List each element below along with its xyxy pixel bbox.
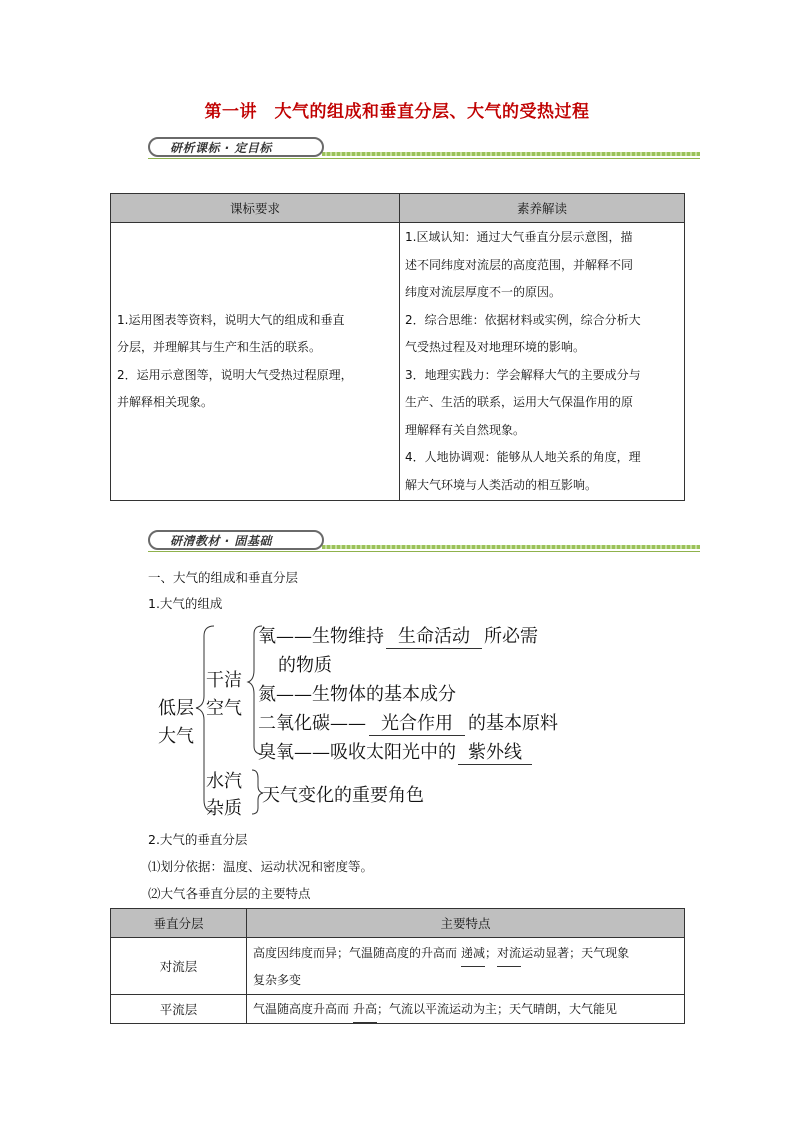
feature-text: ； — [485, 945, 498, 960]
co2-text: 二氧化碳—— — [258, 713, 366, 734]
table-cell-line: 并解释相关现象。 — [117, 395, 214, 409]
ozone-line — [258, 738, 532, 765]
table-cell-line: 2．综合思维：依据材料或实例，综合分析大 — [405, 312, 641, 327]
layer-features-cell — [247, 995, 685, 1024]
oxygen-suffix: 所必需 — [484, 626, 538, 647]
oxygen-blank: 生命活动 — [386, 622, 482, 649]
curriculum-table — [110, 193, 685, 501]
ozone-blank: 紫外线 — [458, 738, 532, 765]
water-desc: 天气变化的重要角色 — [262, 785, 424, 806]
section-divider-thin — [148, 551, 700, 552]
co2-suffix: 的基本原料 — [468, 713, 558, 734]
item-features: ⑵大气各垂直分层的主要特点 — [148, 886, 311, 901]
table-cell-line — [253, 996, 678, 1023]
feature-blank: 递减 — [461, 940, 485, 967]
table-cell-line: 纬度对流层厚度不一的原因。 — [405, 285, 562, 299]
section-divider-thin — [148, 158, 700, 159]
co2-line — [258, 709, 558, 736]
table-cell-requirements — [111, 223, 400, 501]
table-cell-line: 4．人地协调观：能够从人地关系的角度，理 — [405, 450, 641, 464]
ozone-text: 臭氧——吸收太阳光中的 — [258, 742, 456, 763]
feature-text: ；气流以平流运动为主；天气晴朗，大气能见 — [377, 1001, 618, 1016]
table-cell-line: 复杂多变 — [253, 972, 302, 987]
table-header-row — [111, 194, 685, 223]
table-cell-line: 分层，并理解其与生产和生活的联系。 — [117, 340, 322, 354]
heading-composition-layering: 一、大气的组成和垂直分层 — [148, 570, 299, 585]
section-tag-label: 研析课标 · 定目标 — [170, 140, 272, 155]
layer-name-cell: 平流层 — [111, 995, 247, 1024]
table-cell-line: 理解释有关自然现象。 — [405, 422, 526, 437]
section-tag-curriculum — [148, 137, 324, 157]
heading-vertical-layers: 2.大气的垂直分层 — [148, 832, 248, 847]
layer-name-cell: 对流层 — [111, 938, 247, 995]
table-row — [111, 938, 685, 995]
table-header-row — [111, 909, 685, 938]
dry-air-label-line2: 空气 — [206, 698, 242, 719]
nitrogen-line: 氮——生物体的基本成分 — [258, 684, 456, 705]
table-header-cell: 垂直分层 — [111, 909, 247, 938]
layers-table — [110, 908, 685, 1024]
table-cell-line: 生产、生活的联系，运用大气保温作用的原 — [405, 395, 634, 409]
table-header-cell: 主要特点 — [247, 909, 685, 938]
table-cell-line: 解大气环境与人类活动的相互影响。 — [405, 477, 598, 492]
oxygen-line — [258, 622, 538, 649]
table-cell-line: 1.运用图表等资料，说明大气的组成和垂直 — [117, 312, 345, 327]
section-divider — [322, 152, 700, 156]
feature-text: 气温随高度升高而 — [253, 1001, 350, 1016]
co2-blank: 光合作用 — [369, 709, 465, 736]
table-row — [111, 223, 685, 501]
water-label-line2: 杂质 — [206, 798, 242, 819]
page-title: 第一讲 大气的组成和垂直分层、大气的受热过程 — [204, 102, 590, 122]
heading-composition: 1.大气的组成 — [148, 596, 223, 611]
root-label-line1: 低层 — [158, 698, 194, 719]
table-cell-line: 气受热过程及对地理环境的影响。 — [405, 340, 586, 354]
layer-features-cell — [247, 938, 685, 995]
table-header-cell: 素养解读 — [400, 194, 685, 223]
section-tag-textbook — [148, 530, 324, 550]
oxygen-cont-line: 的物质 — [278, 655, 332, 676]
feature-text: 运动显著；天气现象 — [521, 945, 630, 960]
table-cell-line — [253, 940, 678, 967]
table-cell-line: 述不同纬度对流层的高度范围，并解释不同 — [405, 257, 634, 272]
table-cell-line: 2．运用示意图等，说明大气受热过程原理， — [117, 367, 353, 382]
section-tag-label: 研清教材 · 固基础 — [170, 533, 272, 548]
section-divider — [322, 545, 700, 549]
feature-blank: 升高 — [353, 996, 377, 1023]
root-label-line2: 大气 — [158, 726, 194, 747]
oxygen-text: 氧——生物维持 — [258, 626, 384, 647]
table-header-cell: 课标要求 — [111, 194, 400, 223]
water-label-line1: 水汽 — [206, 771, 242, 792]
feature-blank: 对流 — [497, 940, 521, 967]
table-row — [111, 995, 685, 1024]
dry-air-label-line1: 干洁 — [206, 670, 242, 691]
feature-text: 高度因纬度而异；气温随高度的升高而 — [253, 945, 458, 960]
table-cell-literacy — [400, 223, 685, 501]
table-cell-line: 1.区域认知：通过大气垂直分层示意图，描 — [405, 230, 633, 244]
composition-diagram — [150, 622, 600, 822]
item-basis: ⑴划分依据：温度、运动状况和密度等。 — [148, 859, 374, 874]
table-cell-line: 3．地理实践力：学会解释大气的主要成分与 — [405, 367, 641, 382]
